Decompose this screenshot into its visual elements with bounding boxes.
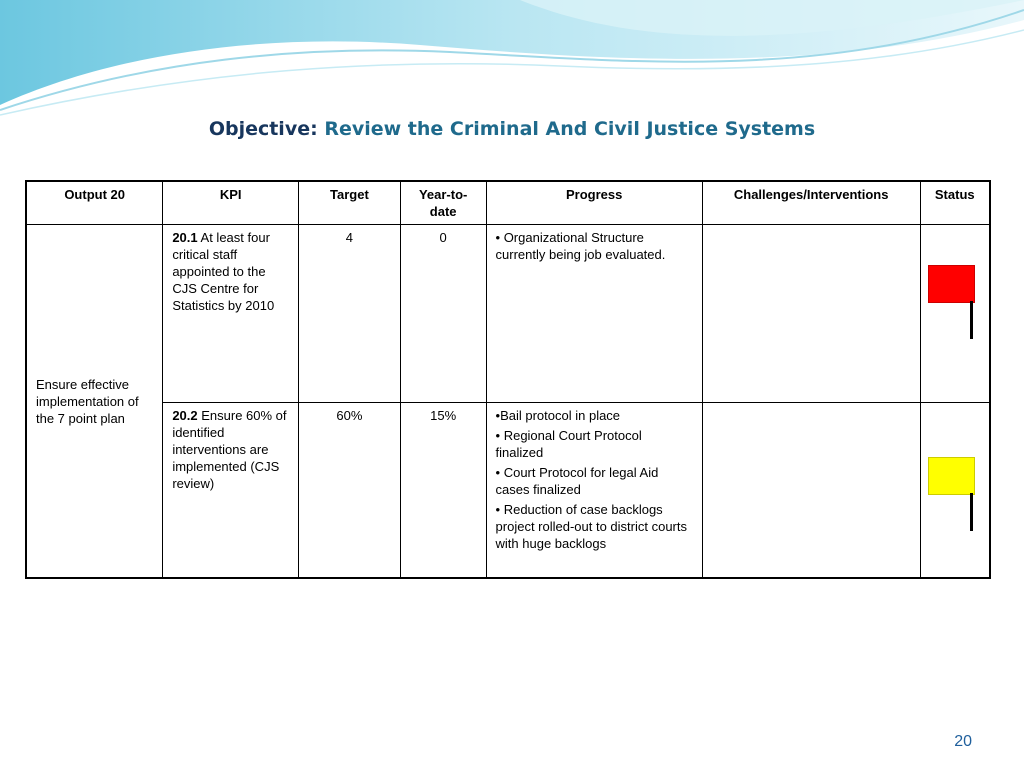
progress-item: •Bail protocol in place [495,408,621,423]
challenges-cell [702,225,920,403]
header-wave-decoration [0,0,1024,120]
progress-item: • Reduction of case backlogs project rolled-out to district courts with huge backlogs [495,502,687,551]
progress-item: • Court Protocol for legal Aid cases finalized [495,465,659,497]
flag-pole [970,493,973,531]
status-cell [920,403,990,579]
progress-item: • Regional Court Protocol finalized [495,428,642,460]
kpi-id: 20.2 [172,408,198,423]
progress-item: • Organizational Structure currently being job evaluated. [495,230,666,262]
slide-title [0,118,1024,140]
progress-cell [486,225,702,403]
header-year-to-date: Year-to-date [400,181,486,225]
kpi-table [25,180,991,579]
kpi-cell [163,403,299,579]
title-value: Review the Criminal And Civil Justice Systems [324,118,816,140]
progress-cell [486,403,702,579]
kpi-text: At least four critical staff appointed to the CJS Centre for Statistics by 2010 [172,230,275,313]
header-status: Status [920,181,990,225]
output-cell: Ensure effective implementation of the 7 point plan [26,225,163,579]
target-cell: 4 [299,225,401,403]
kpi-id: 20.1 [172,230,198,245]
header-target: Target [299,181,401,225]
header-challenges: Challenges/Interventions [702,181,920,225]
target-cell: 60% [299,403,401,579]
kpi-cell [163,225,299,403]
table-row [26,225,990,403]
header-output: Output 20 [26,181,163,225]
kpi-text: Ensure 60% of identified interventions are implemented (CJS review) [172,408,287,491]
flag-pole [970,301,973,339]
header-progress: Progress [486,181,702,225]
slide-number: 20 [954,733,972,750]
challenges-cell [702,403,920,579]
yellow-flag-icon [928,457,975,495]
title-label: Objective: [208,118,318,140]
ytd-cell: 0 [400,225,486,403]
table-row [26,403,990,579]
table-header-row [26,181,990,225]
ytd-cell: 15% [400,403,486,579]
status-cell [920,225,990,403]
red-flag-icon [928,265,975,303]
header-kpi: KPI [163,181,299,225]
